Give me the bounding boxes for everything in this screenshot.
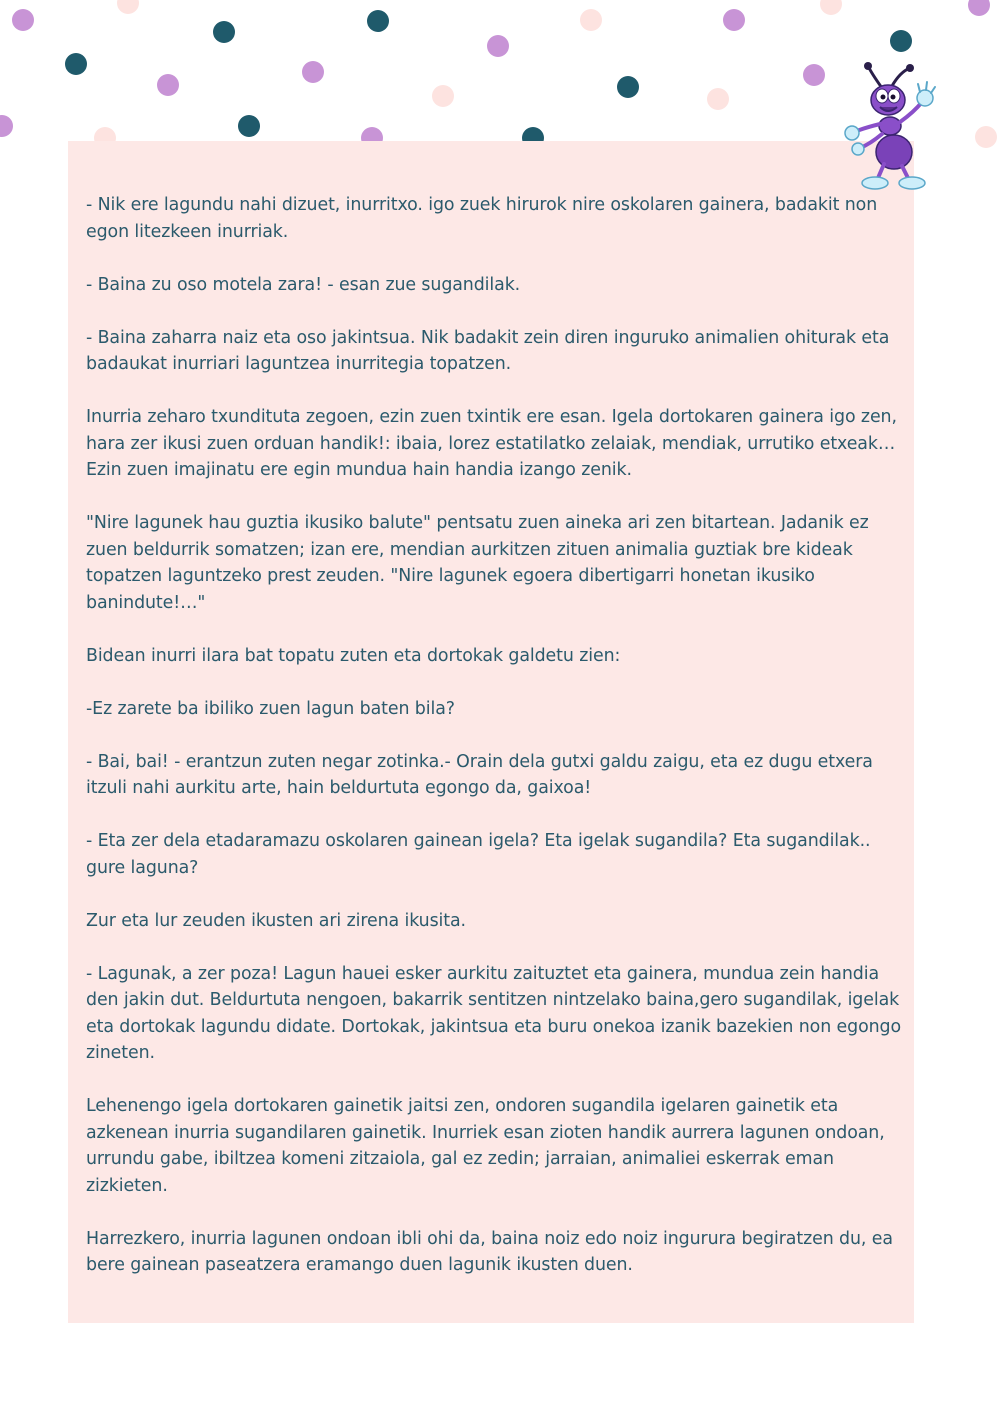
story-paragraph: -Ez zarete ba ibiliko zuen lagun baten bila? [86, 698, 455, 719]
teal-dot [367, 10, 389, 32]
purple-dot [723, 9, 745, 31]
story-paragraph: Bidean inurri ilara bat topatu zuten eta dortokak galdetu zien: [86, 645, 621, 666]
pink-dot [432, 85, 454, 107]
story-paragraph: - Nik ere lagundu nahi dizuet, inurritxo. igo zuek hirurok nire oskolaren gainera, badakit non egon litezkeen inurriak. [86, 195, 878, 242]
purple-dot [302, 61, 324, 83]
purple-dot [0, 115, 13, 137]
purple-dot [12, 9, 34, 31]
teal-dot [238, 115, 260, 137]
story-paragraph: Harrezkero, inurria lagunen ondoan ibli ohi da, baina noiz edo noiz ingurura begiratzen du, ea bere gainean paseatzera eramango duen lagunik ikusten duen. [86, 1228, 893, 1275]
pink-dot [707, 88, 729, 110]
story-paragraph: Inurria zeharo txundituta zegoen, ezin zuen txintik ere esan. Igela dortokaren gainera igo zen, hara zer ikusi zuen orduan handik!: ibaia, lorez estatilatko zelaiak, mendiak, urrutiko etxeak… Ezin zuen imajinatu ere egin mundua hain handia izango zenik. [86, 407, 897, 480]
teal-dot [890, 30, 912, 52]
purple-dot [968, 0, 990, 16]
pink-dot [820, 0, 842, 15]
purple-dot [487, 35, 509, 57]
teal-dot [617, 76, 639, 98]
teal-dot [65, 53, 87, 75]
cartoon-ant-icon [842, 60, 940, 192]
purple-dot [157, 74, 179, 96]
story-paragraph: - Baina zu oso motela zara! - esan zue sugandilak. [86, 274, 521, 295]
story-paragraph: - Bai, bai! - erantzun zuten negar zotinka.- Orain dela gutxi galdu zaigu, eta ez dugu etxera itzuli nahi aurkitu arte, hain beldurtuta egongo da, gaixoa! [86, 751, 873, 798]
story-paragraph: - Baina zaharra naiz eta oso jakintsua. Nik badakit zein diren inguruko animalien ohiturak eta badaukat inurriari laguntzea inurritegia topatzen. [86, 327, 890, 374]
story-paragraph: Lehenengo igela dortokaren gainetik jaitsi zen, ondoren sugandila igelaren gainetik eta azkenean inurria sugandilaren gainetik. Inurriek esan zioten handik aurrera lagunen ondoan, urrundu gabe, ibiltzea komeni zitzaiola, gal ez zedin; jarraian, animaliei eskerrak eman zizkieten. [86, 1096, 885, 1196]
story-text [86, 192, 908, 1305]
pink-dot [117, 0, 139, 14]
teal-dot [213, 21, 235, 43]
pink-dot [580, 9, 602, 31]
story-paragraph: "Nire lagunek hau guztia ikusiko balute" pentsatu zuen aineka ari zen bitartean. Jadanik ez zuen beldurrik somatzen; izan ere, mendian aurkitzen zituen animalia guztiak bre kideak topatzen laguntzeko prest zeuden. "Nire lagunek egoera dibertigarri honetan ikusiko banindute!…" [86, 513, 869, 613]
purple-dot [803, 64, 825, 86]
story-paragraph: - Lagunak, a zer poza! Lagun hauei esker aurkitu zaituztet eta gainera, mundua zein handia den jakin dut. Beldurtuta nengoen, bakarrik sentitzen nintzelako baina,gero sugandilak, igelak eta dortokak lagundu didate. Dortokak, jakintsua eta buru onekoa izanik bazekien non egongo zineten. [86, 963, 902, 1063]
pink-dot [975, 126, 997, 148]
story-paragraph: - Eta zer dela etadaramazu oskolaren gainean igela? Eta igelak sugandila? Eta sugandilak.. gure laguna? [86, 831, 871, 878]
story-paragraph: Zur eta lur zeuden ikusten ari zirena ikusita. [86, 910, 466, 931]
